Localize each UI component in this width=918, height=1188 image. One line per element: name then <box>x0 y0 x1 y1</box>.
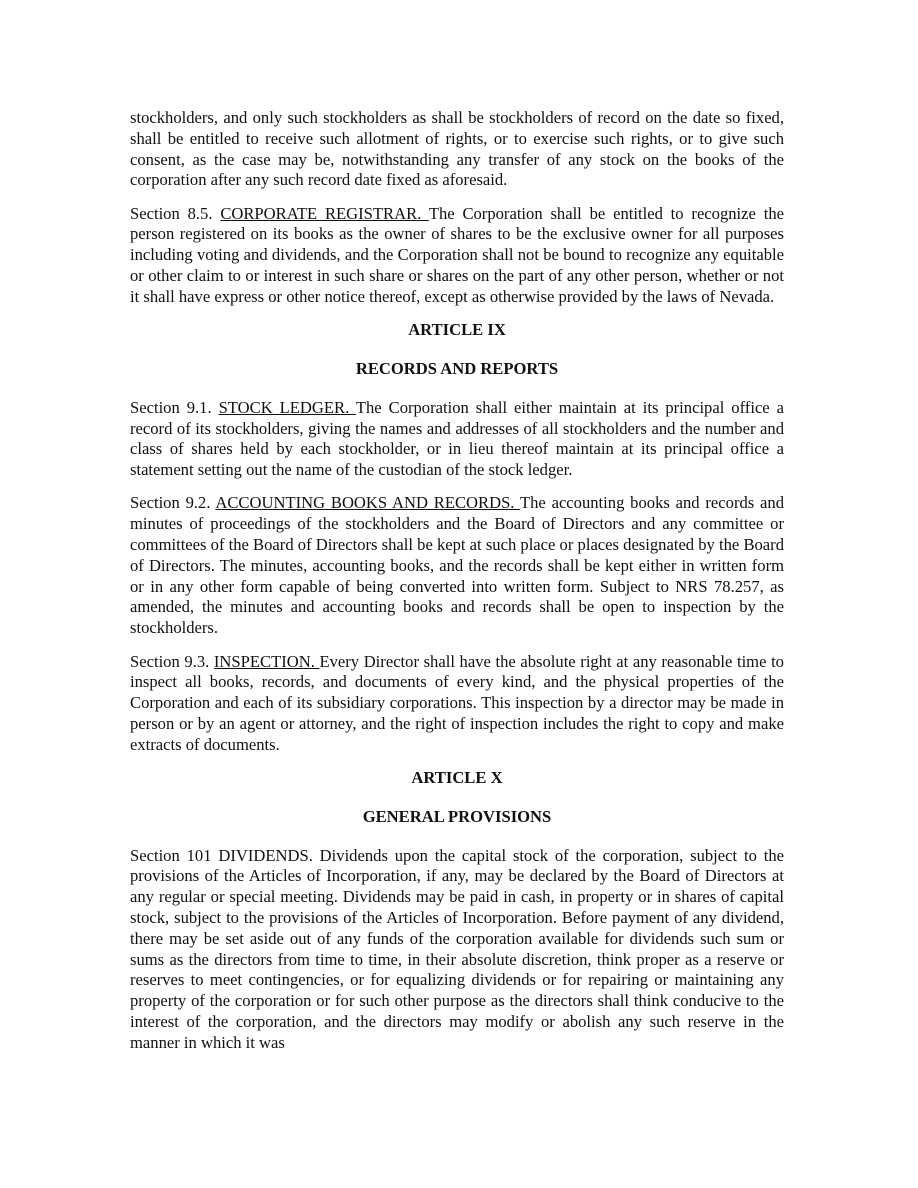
document-page <box>130 108 784 1066</box>
section-title: INSPECTION. <box>213 651 320 671</box>
section-number: Section 9.1. <box>130 397 219 417</box>
section-text: The accounting books and records and minutes of proceedings of the stockholders and the Board of Directors and any committee or committees of the Board of Directors shall be kept at such place or places designated by the Board of Directors. The minutes, accounting books, and the records shall be kept either in written form or in any other form capable of being converted into written form. Subject to NRS 78.257, as amended, the minutes and accounting books and records shall be open to inspection by the stockholders. <box>130 493 784 638</box>
section-number: Section 9.3. <box>130 651 214 671</box>
section-title: STOCK LEDGER. <box>218 397 356 417</box>
article-x-subheading: GENERAL PROVISIONS <box>362 806 552 826</box>
section-title: CORPORATE REGISTRAR. <box>220 203 429 223</box>
article-ix-heading: ARTICLE IX <box>408 320 506 340</box>
section-text: The Corporation shall be entitled to recognize the person registered on its books as the owner of shares to be the exclusive owner for all purposes including voting and dividends, and the Corporation shall not be bound to recognize any equitable or other claim to or interest in such share or shares on the part of any other person, whether or not it shall have express or other notice thereof, except as otherwise provided by the laws of Nevada. <box>130 203 784 306</box>
section-9-1 <box>130 398 784 481</box>
continuation-paragraph: stockholders, and only such stockholders as shall be stockholders of record on the date so fixed, shall be entitled to receive such allotment of rights, or to exercise such rights, or to give such consent, as the case may be, notwithstanding any transfer of any stock on the books of the corporation after any such record date fixed as aforesaid. <box>130 108 784 190</box>
section-title: ACCOUNTING BOOKS AND RECORDS. <box>215 493 520 513</box>
section-text: Every Director shall have the absolute right at any reasonable time to inspect all books, records, and documents of every kind, and the physical properties of the Corporation and each of its subsidiary corporations. This inspection by a director may be made in person or by an agent or attorney, and the right of inspection includes the right to copy and make extracts of documents. <box>130 651 784 754</box>
section-9-2 <box>130 493 784 639</box>
article-ix-subheading: RECORDS AND REPORTS <box>355 358 559 378</box>
section-10-1: Section 101 DIVIDENDS. Dividends upon the capital stock of the corporation, subject to the provisions of the Articles of Incorporation, if any, may be declared by the Board of Directors at any regular or special meeting. Dividends may be paid in cash, in property or in shares of capital stock, subject to the provisions of the Articles of Incorporation. Before payment of any dividend, there may be set aside out of any funds of the corporation available for dividends such sum or sums as the directors from time to time, in their absolute discretion, think proper as a reserve or reserves to meet contingencies, or for equalizing dividends or for repairing or maintaining any property of the corporation or for such other purpose as the directors shall think conducive to the interest of the corporation, and the directors may modify or abolish any such reserve in the manner in which it was <box>130 845 784 1052</box>
section-number: Section 8.5. <box>130 203 221 223</box>
section-8-5 <box>130 204 784 308</box>
article-x-heading: ARTICLE X <box>411 768 503 788</box>
section-number: Section 9.2. <box>130 493 216 513</box>
section-9-3 <box>130 652 784 756</box>
section-text: The Corporation shall either maintain at its principal office a record of its stockholders, giving the names and addresses of all stockholders and the number and class of shares held by each stockholder, or in lieu thereof maintain at its principal office a statement setting out the name of the custodian of the stock ledger. <box>130 397 784 480</box>
